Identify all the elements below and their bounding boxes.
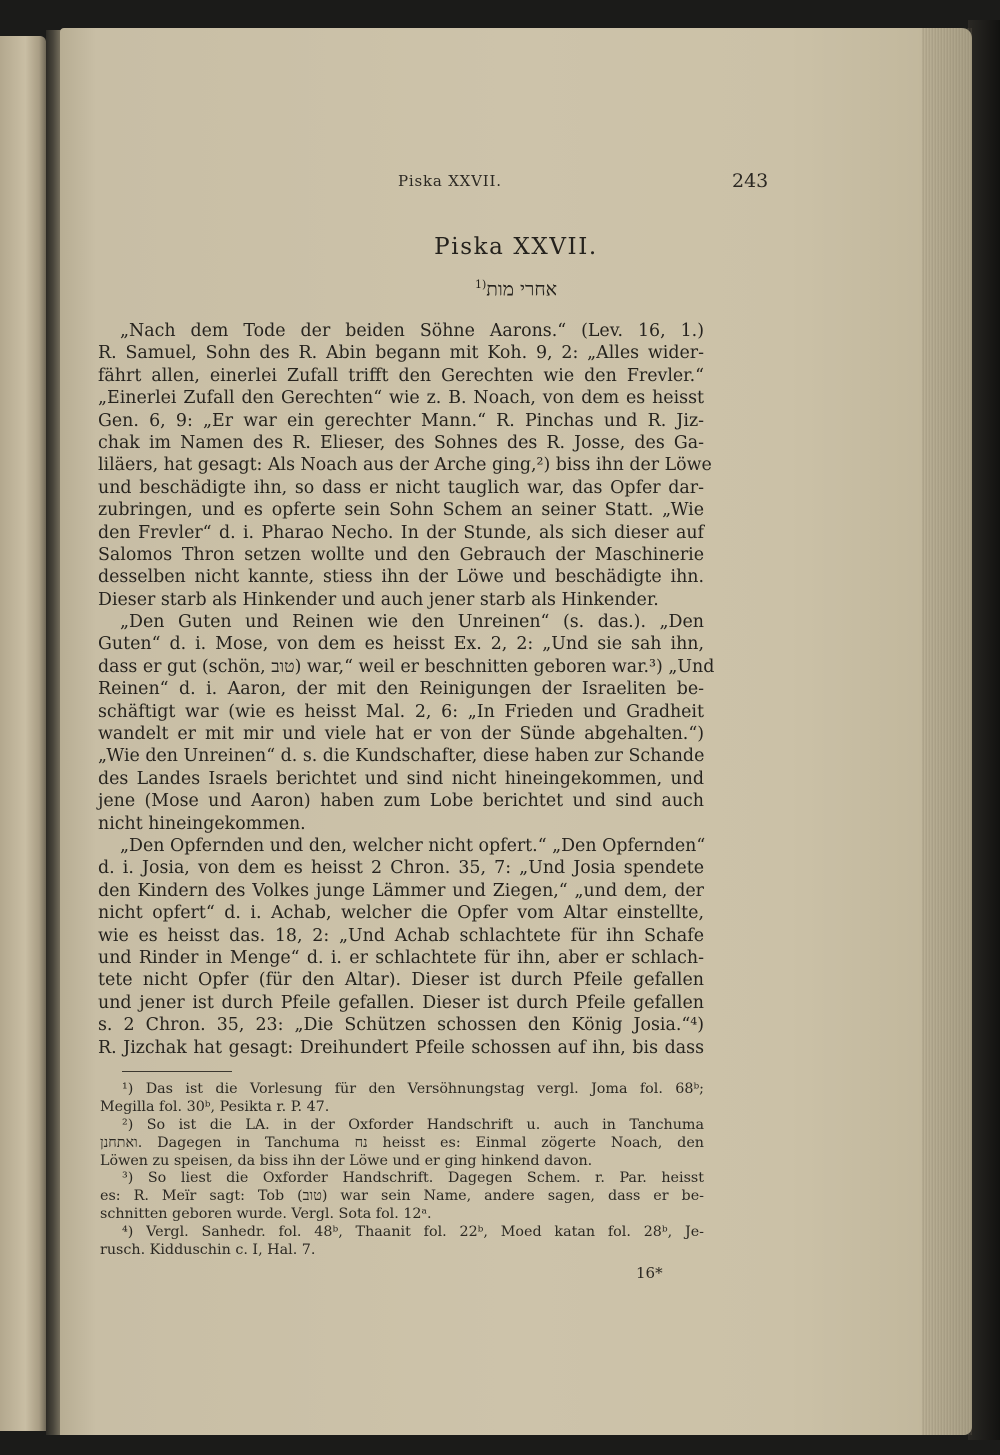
body-line: wie es heisst das. 18, 2: „Und Achab schlachtete für ihn Schafe <box>98 925 704 946</box>
body-line: d. i. Josia, von dem es heisst 2 Chron. 35, 7: „Und Josia spendete <box>98 858 704 879</box>
body-line: fährt allen, einerlei Zufall trifft den Gerechten wie den Frevler.“ <box>98 365 704 386</box>
hebrew-heading-note: 1) <box>474 278 487 291</box>
body-line: den Frevler“ d. i. Pharao Necho. In der Stunde, als sich dieser auf <box>98 522 704 543</box>
printer-signature: 16* <box>636 1264 663 1282</box>
footnote-line: rusch. Kidduschin c. I, Hal. 7. <box>100 1242 316 1259</box>
body-line: „Wie den Unreinen“ d. s. die Kundschafter, diese haben zur Schande <box>98 746 705 767</box>
body-line: und jener ist durch Pfeile gefallen. Dieser ist durch Pfeile gefallen <box>98 992 704 1013</box>
footnote-line: es: R. Meïr sagt: Tob (טוב) war sein Name, andere sagen, dass er be- <box>100 1188 704 1205</box>
body-line: nicht opfert“ d. i. Achab, welcher die Opfer vom Altar einstellte, <box>98 903 704 924</box>
body-text <box>98 320 715 1059</box>
footnote-rule <box>122 1071 232 1072</box>
footnote-line: Löwen zu speisen, da biss ihn der Löwe und er ging hinkend davon. <box>100 1152 593 1169</box>
body-line: liläers, hat gesagt: Als Noach aus der Arche ging,²) biss ihn der Löwe <box>98 455 712 476</box>
body-line: Dieser starb als Hinkender und auch jener starb als Hinkender. <box>98 589 659 610</box>
hebrew-heading <box>60 278 972 301</box>
body-line: nicht hineingekommen. <box>98 813 306 834</box>
footnote-line: ¹) Das ist die Vorlesung für den Versöhnungstag vergl. Joma fol. 68ᵇ; <box>122 1081 704 1097</box>
footnote-line: schnitten geboren wurde. Vergl. Sota fol. 12ᵃ. <box>100 1206 432 1223</box>
left-page-edge <box>0 36 46 1431</box>
body-line: den Kindern des Volkes junge Lämmer und Ziegen,“ „und dem, der <box>98 880 704 901</box>
body-line: Guten“ d. i. Mose, von dem es heisst Ex. 2, 2: „Und sie sah ihn, <box>98 634 704 655</box>
page-number: 243 <box>732 170 769 192</box>
footnote-line: ³) So liest die Oxforder Handschrift. Dagegen Schem. r. Par. heisst <box>122 1170 704 1187</box>
running-head: Piska XXVII. <box>398 172 502 190</box>
body-line: und beschädigte ihn, so dass er nicht tauglich war, das Opfer dar- <box>98 477 704 498</box>
body-line: „Nach dem Tode der beiden Söhne Aarons.“ (Lev. 16, 1.) <box>120 321 704 341</box>
body-line: jene (Mose und Aaron) haben zum Lobe berichtet und sind auch <box>98 791 704 812</box>
body-line: Gen. 6, 9: „Er war ein gerechter Mann.“ R. Pinchas und R. Jiz- <box>98 410 704 431</box>
body-line: „Den Opfernden und den, welcher nicht opfert.“ „Den Opfernden“ <box>120 835 706 856</box>
body-line: „Einerlei Zufall den Gerechten“ wie z. B. Noach, von dem es heisst <box>98 388 704 409</box>
footnote-line: ואתחנן. Dagegen in Tanchuma נח heisst es: Einmal zögerte Noach, den <box>100 1134 704 1151</box>
body-line: desselben nicht kannte, stiess ihn der Löwe und beschädigte ihn. <box>98 567 704 588</box>
body-line: schäftigt war (wie es heisst Mal. 2, 6: „In Frieden und Gradheit <box>98 701 704 722</box>
body-line: dass er gut (schön, טוב) war,“ weil er beschnitten geboren war.³) „Und <box>98 656 715 677</box>
body-line: des Landes Israels berichtet und sind nicht hineingekommen, und <box>98 768 704 789</box>
body-line: „Den Guten und Reinen wie den Unreinen“ (s. das.). „Den <box>120 612 704 633</box>
footnotes <box>100 1081 704 1260</box>
body-line: wandelt er mit mir und viele hat er von der Sünde abgehalten.“) <box>98 724 704 745</box>
body-line: Reinen“ d. i. Aaron, der mit den Reinigungen der Israeliten be- <box>98 679 704 700</box>
book-cover-edge <box>968 20 1000 1440</box>
body-line: R. Jizchak hat gesagt: Dreihundert Pfeile schossen auf ihn, bis dass <box>98 1037 704 1058</box>
book-page <box>60 28 972 1435</box>
body-line: chak im Namen des R. Elieser, des Sohnes des R. Josse, des Ga- <box>98 432 704 453</box>
chapter-title: Piska XXVII. <box>434 234 598 260</box>
footnote-line: Megilla fol. 30ᵇ, Pesikta r. P. 47. <box>100 1098 330 1115</box>
body-line: tete nicht Opfer (für den Altar). Dieser ist durch Pfeile gefallen <box>98 970 704 991</box>
footnote-line: ²) So ist die LA. in der Oxforder Handschrift u. auch in Tanchuma <box>122 1116 704 1133</box>
body-line: Salomos Thron setzen wollte und den Gebrauch der Maschinerie <box>98 544 704 565</box>
hebrew-heading-text: אחרי מות <box>486 278 557 301</box>
body-line: s. 2 Chron. 35, 23: „Die Schützen schossen den König Josia.“⁴) <box>98 1015 704 1036</box>
body-line: zubringen, und es opferte sein Sohn Schem an seiner Statt. „Wie <box>98 500 704 521</box>
footnote-line: ⁴) Vergl. Sanhedr. fol. 48ᵇ, Thaanit fol. 22ᵇ, Moed katan fol. 28ᵇ, Je- <box>122 1224 704 1241</box>
body-line: R. Samuel, Sohn des R. Abin begann mit Koh. 9, 2: „Alles wider- <box>98 343 704 364</box>
body-line: und Rinder in Menge“ d. i. er schlachtete für ihn, aber er schlach- <box>98 947 704 968</box>
